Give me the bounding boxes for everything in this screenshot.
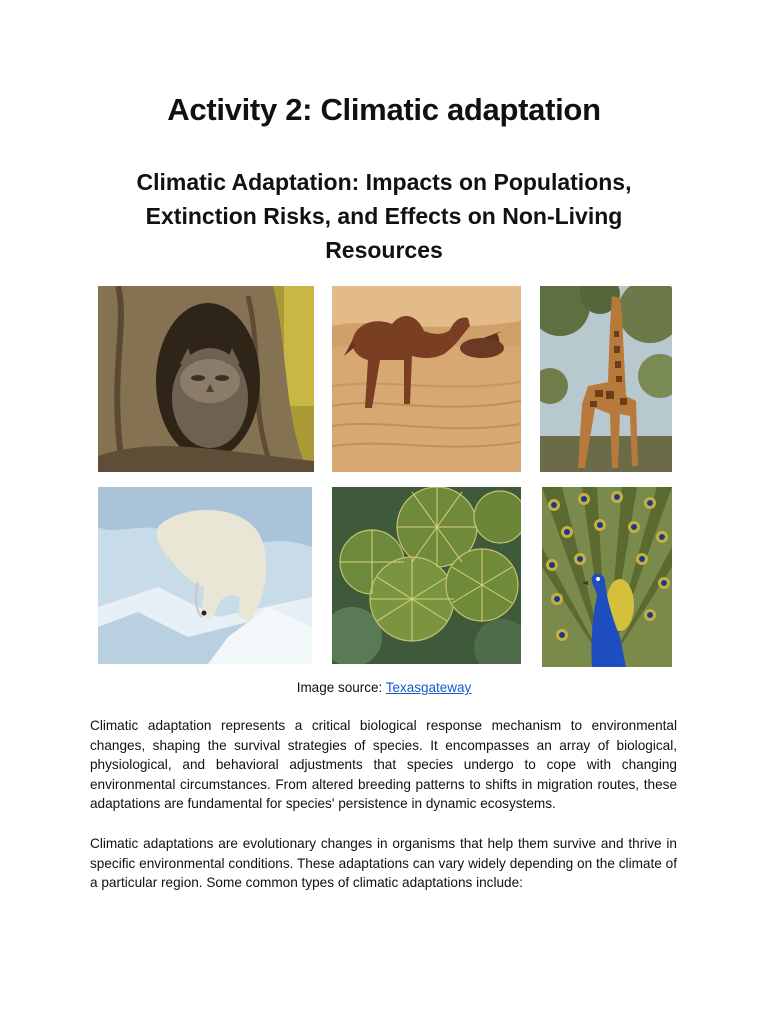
polar-bear-photo bbox=[98, 487, 312, 664]
image-caption bbox=[0, 680, 768, 695]
page-title: Activity 2: Climatic adaptation bbox=[167, 92, 601, 127]
caption-prefix: Image source: bbox=[296, 680, 386, 695]
giraffe-photo bbox=[540, 286, 672, 472]
texasgateway-link[interactable]: Texasgateway bbox=[385, 680, 472, 695]
peacock-photo bbox=[542, 487, 672, 667]
camel-photo bbox=[332, 286, 521, 472]
paragraph-intro: Climatic adaptation represents a critical biological response mechanism to environmental changes, shaping the survival strategies of species. It encompasses an array of biological, physiological, and behavioral adjustments that species undergo to cope with changing environmental circumstances. From altered breeding patterns to shifts in migration routes, these adaptations are fundamental for species' persistence in dynamic ecosystems. bbox=[90, 718, 677, 812]
owl-photo bbox=[98, 286, 314, 472]
cactus-photo bbox=[332, 487, 521, 664]
paragraph-types: Climatic adaptations are evolutionary changes in organisms that help them survive and thrive in specific environmental conditions. These adaptations can vary widely depending on the climate of a particular region. Some common types of climatic adaptations include: bbox=[90, 836, 677, 891]
section-subtitle: Climatic Adaptation: Impacts on Populations, Extinction Risks, and Effects on Non-Living Resources bbox=[136, 169, 632, 263]
